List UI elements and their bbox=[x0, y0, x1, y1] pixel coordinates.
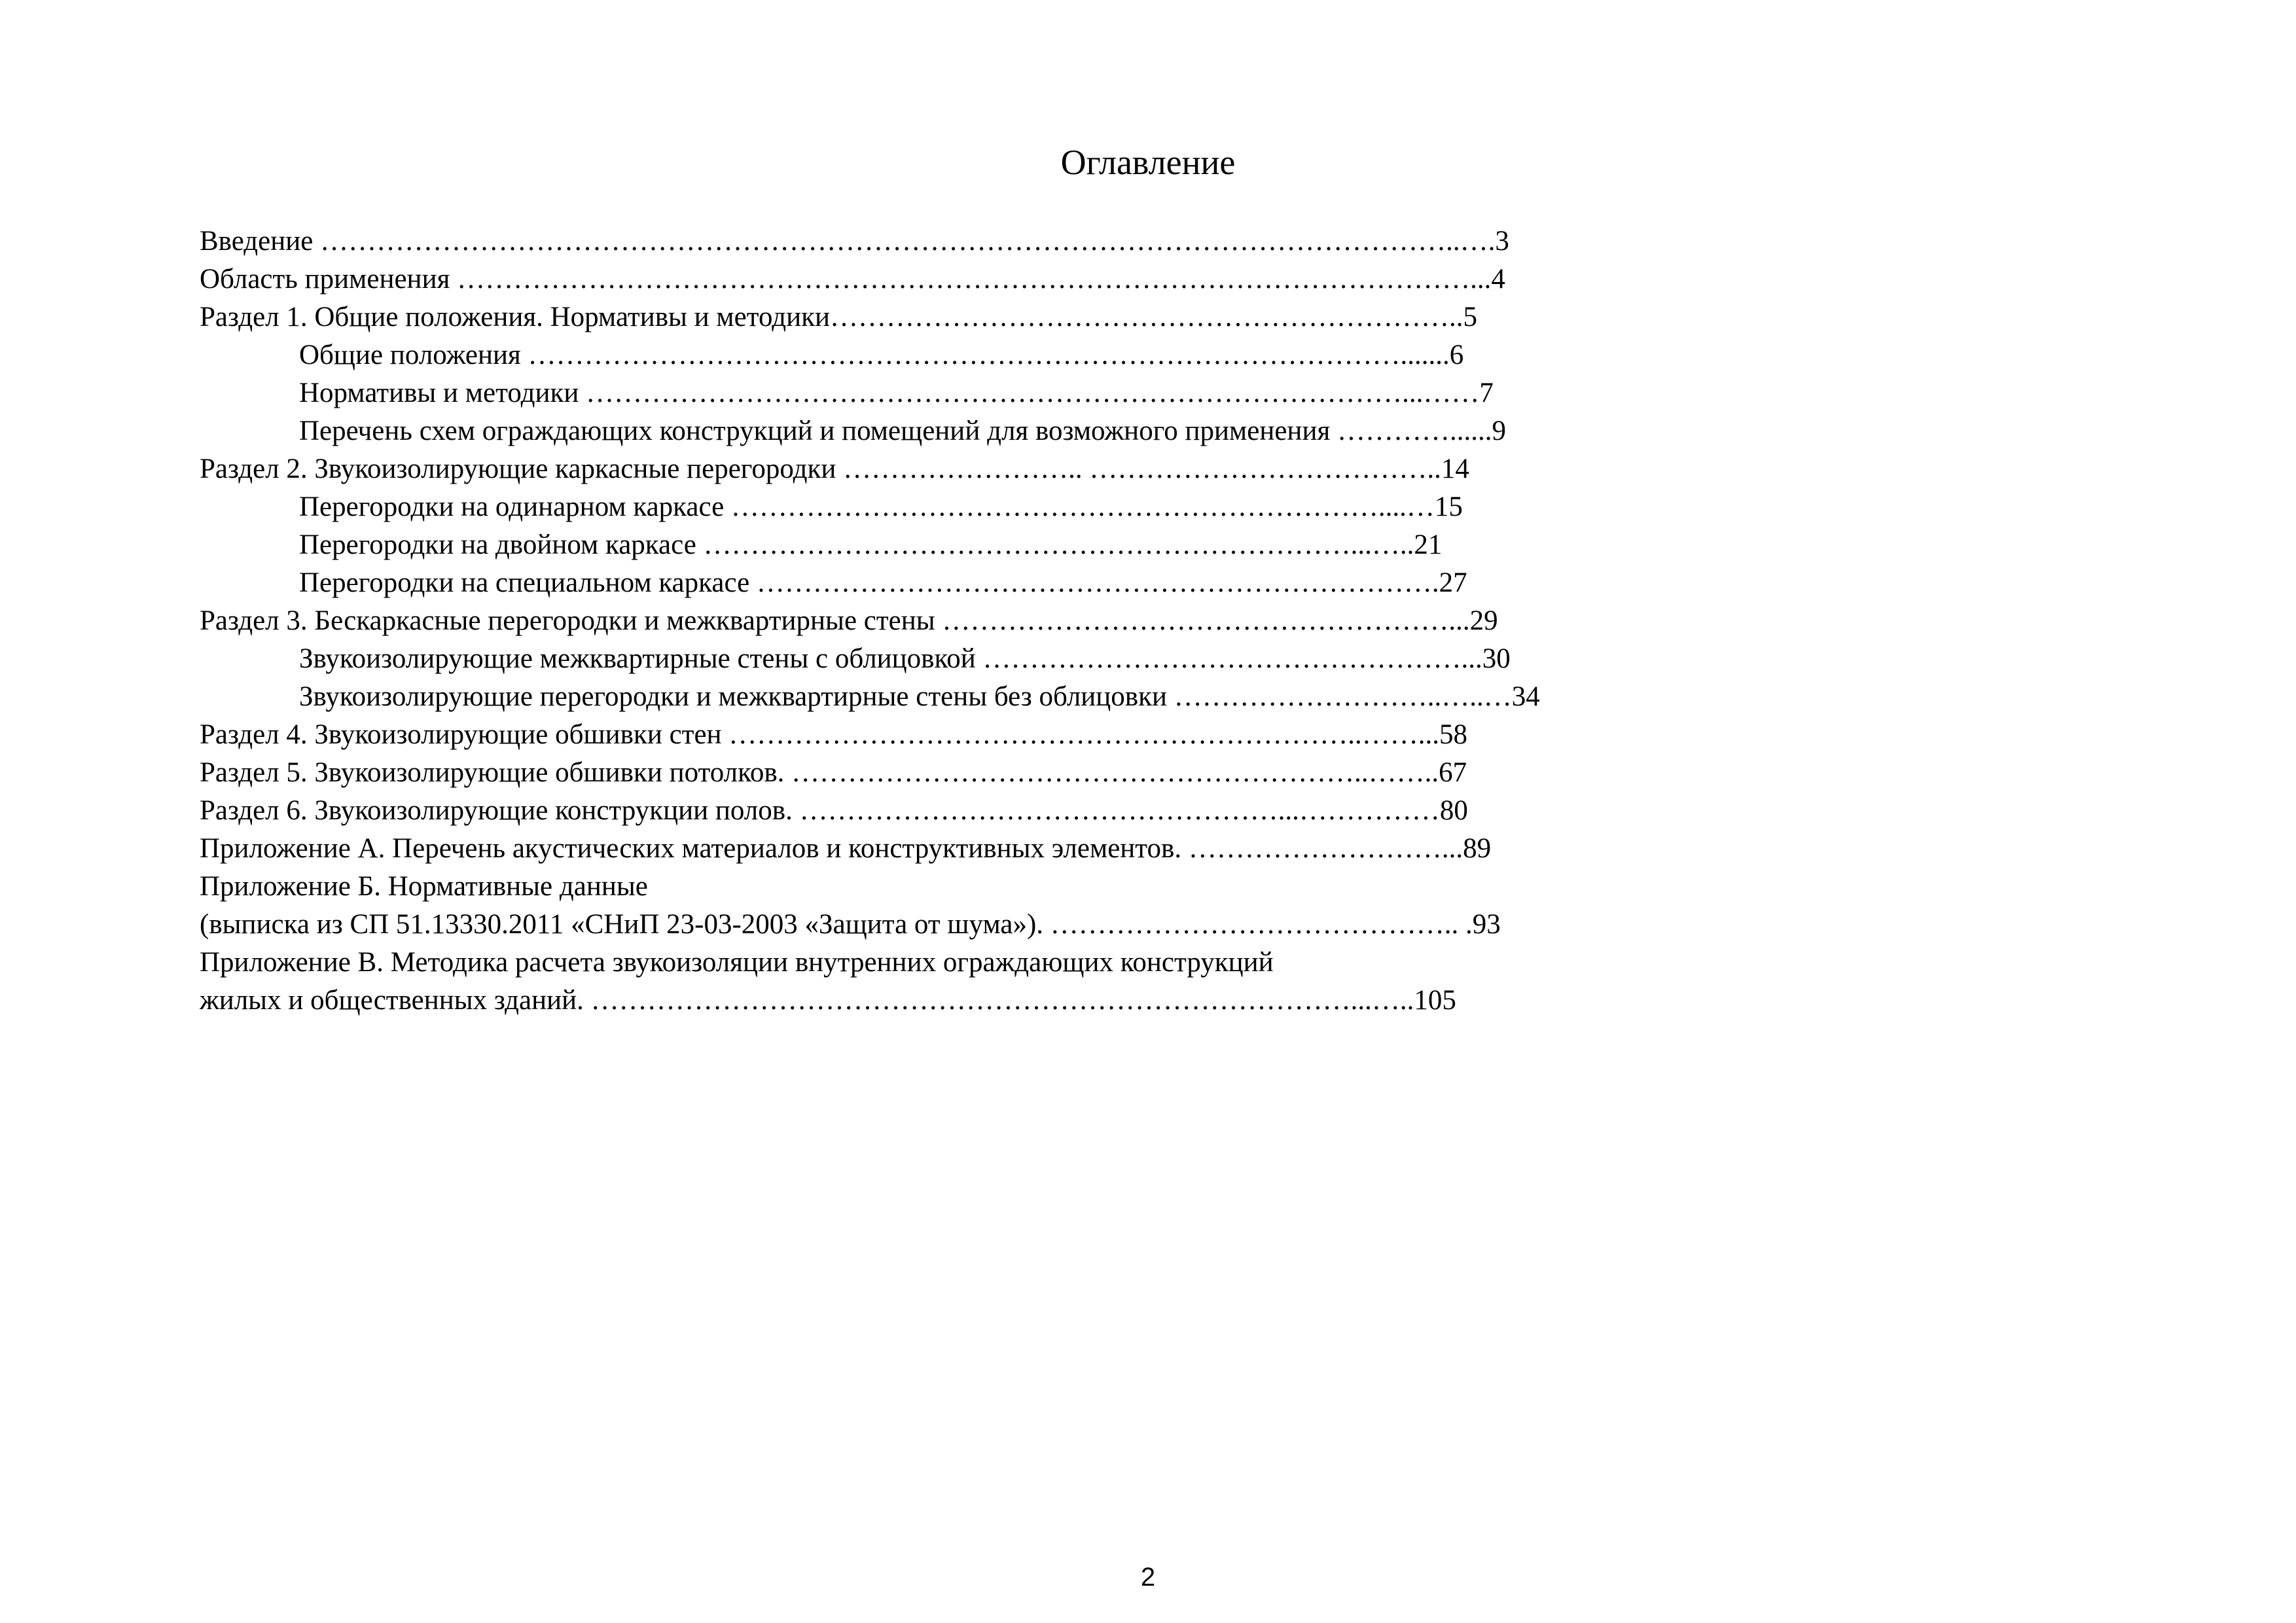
toc-entry-introduction: Введение …………………………………………………………………………………………………………..….3 bbox=[200, 226, 1509, 257]
toc-heading: Оглавление bbox=[1060, 143, 1236, 182]
toc-subentry-norms-methods: Нормативы и методики ……………………………………………………………………………...……7 bbox=[299, 378, 1494, 408]
toc-subentry-walls-without-cladding: Звукоизолирующие перегородки и межквартирные стены без облицовки ………………………..…..…34 bbox=[299, 681, 1540, 712]
toc-subentry-general-provisions: Общие положения ………………………………………………………………………………….......6 bbox=[299, 340, 1464, 370]
toc-subentry-double-frame: Перегородки на двойном каркасе ……………………………………………………………...…..21 bbox=[299, 529, 1443, 560]
toc-entry-section-4: Раздел 4. Звукоизолирующие обшивки стен …………………………………………………………..……...58 bbox=[200, 719, 1468, 750]
toc-entry-appendix-b-continuation: (выписка из СП 51.13330.2011 «СНиП 23-03-2003 «Защита от шума»). …………………………………….. .93 bbox=[200, 909, 1501, 940]
toc-entry-section-1: Раздел 1. Общие положения. Нормативы и методики…………………………………………………………..5 bbox=[200, 302, 1478, 332]
toc-entry-section-3: Раздел 3. Бескаркасные перегородки и межквартирные стены ………………………………………………...29 bbox=[200, 605, 1498, 636]
toc-entry-section-6: Раздел 6. Звукоизолирующие конструкции полов. ……………………………………………...……………80 bbox=[200, 795, 1468, 826]
toc-entry-appendix-v-continuation: жилых и общественных зданий. ………………………………………………………………………...…..105 bbox=[200, 985, 1456, 1016]
toc-entry-section-5: Раздел 5. Звукоизолирующие обшивки потолков. ……………………………………………………..……..67 bbox=[200, 757, 1467, 788]
toc-entry-appendix-v-title: Приложение В. Методика расчета звукоизоляции внутренних ограждающих конструкций bbox=[200, 947, 1274, 978]
toc-subentry-single-frame: Перегородки на одинарном каркасе ……………………………………………………………....…15 bbox=[299, 491, 1463, 522]
toc-entry-section-2: Раздел 2. Звукоизолирующие каркасные перегородки …………………….. ………………………………..14 bbox=[200, 454, 1469, 484]
toc-entry-appendix-a: Приложение А. Перечень акустических материалов и конструктивных элементов. ………………………...89 bbox=[200, 833, 1492, 864]
toc-subentry-special-frame: Перегородки на специальном каркасе ……………………………………………………………….27 bbox=[299, 567, 1467, 598]
toc-subentry-schemes-list: Перечень схем ограждающих конструкций и помещений для возможного применения …………......9 bbox=[299, 416, 1506, 446]
toc-entry-scope: Область применения ………………………………………………………………………………………………...4 bbox=[200, 264, 1505, 294]
table-of-contents bbox=[200, 223, 1770, 1020]
page-number: 2 bbox=[1140, 1563, 1156, 1592]
toc-entry-appendix-b-title: Приложение Б. Нормативные данные bbox=[200, 871, 648, 902]
toc-subentry-walls-with-cladding: Звукоизолирующие межквартирные стены с облицовкой ……………………………………………...30 bbox=[299, 643, 1511, 674]
